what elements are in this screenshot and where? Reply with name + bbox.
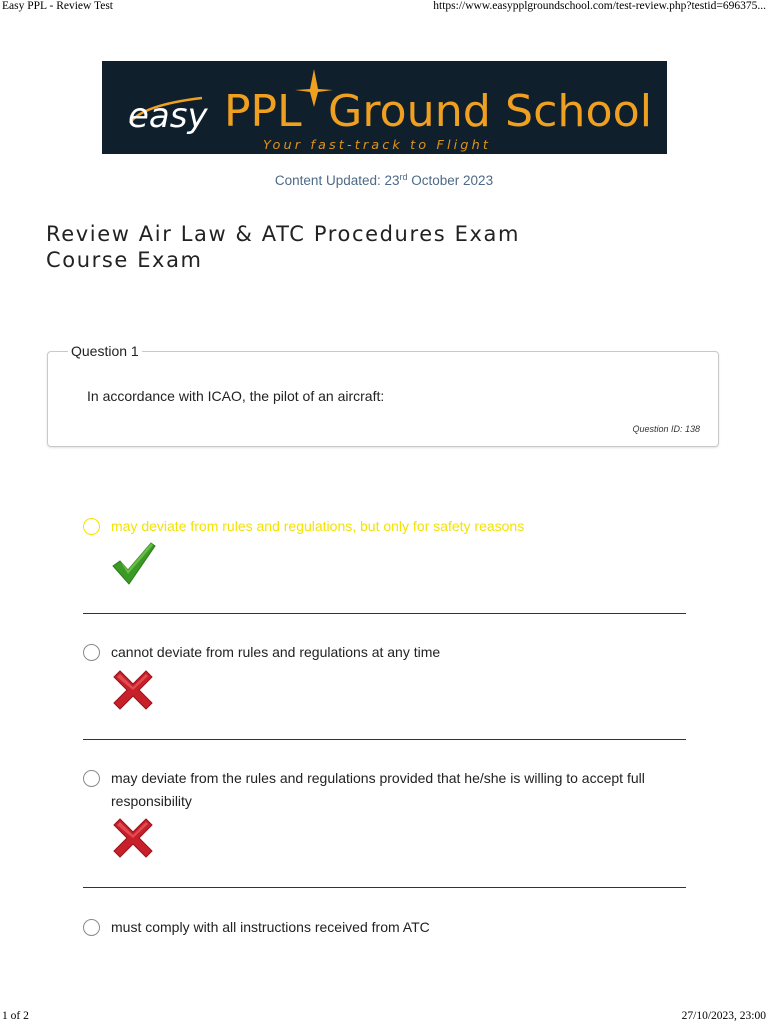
- radio-button[interactable]: [83, 770, 100, 787]
- page-title-line2: Course Exam: [46, 248, 203, 272]
- answer-option-label: must comply with all instructions received from ATC: [111, 919, 430, 935]
- radio-button[interactable]: [83, 919, 100, 936]
- content-updated-prefix: Content Updated: 23: [274, 173, 400, 188]
- option-divider: [83, 613, 686, 614]
- page-indicator: 1 of 2: [2, 1010, 29, 1022]
- content-updated-ordinal: rd: [399, 172, 408, 182]
- easy-ppl-logo[interactable]: [102, 61, 667, 154]
- logo-word-easy: easy: [128, 96, 208, 136]
- option-divider: [83, 739, 686, 740]
- cross-icon: [111, 816, 155, 860]
- logo-graphic: [102, 61, 667, 154]
- question-id: Question ID: 138: [632, 424, 700, 434]
- page-title-line1: Review Air Law & ATC Procedures Exam: [46, 222, 521, 246]
- answer-option-label: may deviate from the rules and regulations provided that he/she is willing to accept full responsibility: [111, 770, 645, 809]
- tab-title: Easy PPL - Review Test: [2, 0, 113, 12]
- page-url[interactable]: https://www.easypplgroundschool.com/test-review.php?testid=696375...: [433, 0, 766, 12]
- content-updated-suffix: October 2023: [407, 173, 494, 188]
- question-card: [47, 343, 719, 447]
- answer-option-label: may deviate from rules and regulations, but only for safety reasons: [111, 518, 525, 534]
- logo-tagline: Your fast-track to Flight: [263, 137, 491, 152]
- content-updated: [0, 172, 768, 188]
- radio-button[interactable]: [83, 518, 100, 535]
- question-legend: Question 1: [68, 343, 142, 359]
- page-title: [46, 221, 646, 273]
- radio-button[interactable]: [83, 644, 100, 661]
- print-datetime: 27/10/2023, 23:00: [681, 1010, 766, 1022]
- option-divider: [83, 887, 686, 888]
- cross-icon: [111, 668, 155, 712]
- print-header: [0, 0, 768, 16]
- answer-option-label: cannot deviate from rules and regulations at any time: [111, 644, 441, 660]
- logo-word-ppl: PPL: [224, 86, 302, 137]
- question-text: In accordance with ICAO, the pilot of an aircraft:: [87, 388, 385, 404]
- logo-word-ground-school: Ground School: [328, 86, 652, 137]
- print-footer: [0, 1008, 768, 1024]
- check-icon: [111, 540, 157, 586]
